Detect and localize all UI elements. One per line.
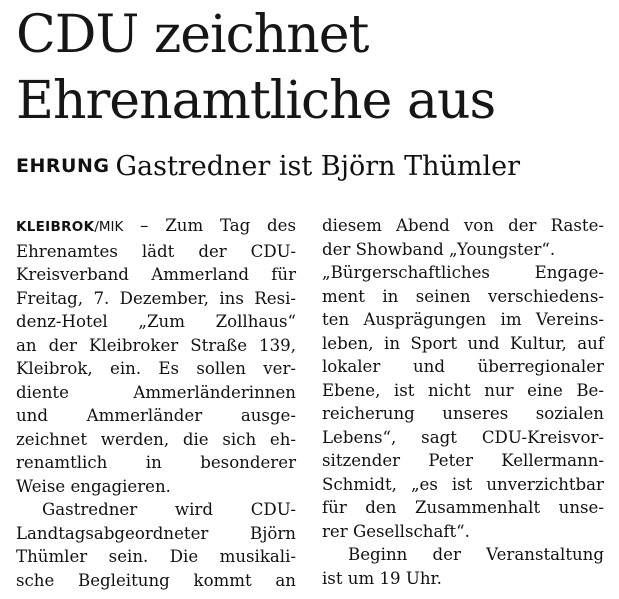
headline [16,2,616,134]
body-line: diesem Abend von der Raste- [322,216,604,235]
body-line-text: – Zum Tag des [123,216,296,235]
body-line: Kreisverband Ammerland für [16,265,296,284]
article-column-right [322,214,604,590]
body-line: Schmidt, „es ist unverzichtbar [322,474,604,494]
headline-line-1: CDU zeichnet [16,5,369,65]
body-line: Ebene, ist nicht nur eine Be- [322,380,604,400]
article-column-left [16,214,296,592]
body-line: denz-Hotel „Zum Zollhaus“ [16,312,296,331]
body-line: Freitag, 7. Dezember, ins Resi- [16,288,296,308]
body-line: renamtlich in besonderer [16,453,296,472]
dateline: KLEIBROK [16,219,95,235]
body-line: Weise engagieren. [16,476,171,496]
body-line: für den Zusammenhalt unse- [322,498,604,517]
body-line: zeichnet werden, die sich eh- [16,429,296,449]
subheadline: Gastredner ist Björn Thümler [115,151,521,182]
body-line: rer Gesellschaft“. [322,521,470,541]
body-line: der Showband „Youngster“. [322,239,556,259]
body-line: leben, in Sport und Kultur, auf [322,333,604,353]
kicker-label: EHRUNG [16,155,110,177]
subheadline-row [16,148,616,187]
headline-line-2: Ehrenamtliche aus [16,71,496,131]
body-line: diente Ammerländerinnen [16,382,296,402]
body-line: „Bürgerschaftliches Engage- [322,263,604,282]
author-tag: /MIK [94,219,124,235]
body-line: Landtagsabgeordneter Björn [16,523,296,543]
body-line: sche Begleitung kommt an [16,570,296,590]
body-line: und Ammerländer ausge- [16,406,296,425]
body-line: sitzender Peter Kellermann- [322,451,604,470]
body-line: ist um 19 Uhr. [322,568,442,588]
body-line: Ehrenamtes lädt der CDU- [16,241,296,261]
body-line: Beginn der Veranstaltung [348,545,604,564]
body-line: reicherung unseres sozialen [322,404,604,423]
body-line: Lebens“, sagt CDU-Kreisvor- [322,427,604,447]
body-line [16,214,296,240]
body-line: Thümler sein. Die musikali- [16,547,296,566]
body-line: lokaler und überregionaler [322,357,604,376]
body-line: an der Kleibroker Straße 139, [16,335,296,355]
body-line: ment in seinen verschiedens- [322,286,604,306]
body-line: Kleibrok, ein. Es sollen ver- [16,359,296,378]
body-line: ten Ausprägungen im Vereins- [322,310,604,329]
body-line: Gastredner wird CDU- [42,500,296,519]
